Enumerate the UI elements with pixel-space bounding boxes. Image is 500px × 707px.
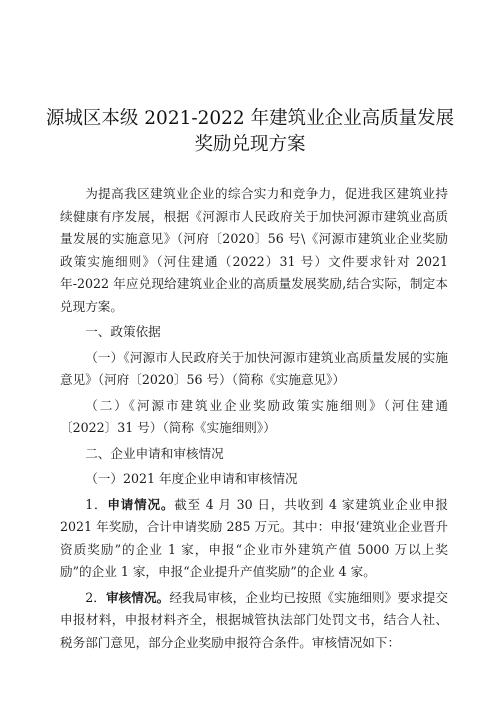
paragraph-number: 1． [85, 496, 108, 512]
policy-item-1: （一）《河源市人民政府关于加快河源市建筑业高质量发展的实施意见》（河府〔2020〕56 号）（简称《实施意见》） [60, 349, 448, 387]
document-title-line-2: 奖励兑现方案 [194, 134, 306, 155]
application-paragraph [60, 494, 448, 584]
review-heading: 审核情况。 [105, 589, 170, 605]
review-text: 经我局审核，企业均已按照《实施细则》要求提交申报材料，申报材料齐全，根据城管执法部门处罚文书，结合人社、税务部门意见，部分企业奖励申报符合条件。审核情况如下： [60, 589, 449, 650]
section-1-heading: 一、政策依据 [85, 324, 161, 339]
document-body [60, 183, 448, 654]
policy-item-2: （二）《河源市建筑业企业奖励政策实施细则》（河住建通〔2022〕31 号）（简称《实施细则》） [60, 397, 448, 435]
intro-paragraph: 为提高我区建筑业企业的综合实力和竞争力，促进我区建筑业持续健康有序发展，根据《河源市人民政府关于加快河源市建筑业高质量发展的实施意见》（河府〔2020〕56 号\《河源市建筑业企业奖励政策实施细则》（河住建通（2022）31 号）文件要求针对 2021 年-2022 年应兑现给建筑业企业的高质量发展奖励,结合实际，制定本兑现方案。 [60, 186, 448, 314]
paragraph-number: 2． [85, 589, 106, 605]
review-paragraph [60, 587, 448, 655]
document-title-line-1: 源城区本级 2021-2022 年建筑业企业高质量发展 [45, 108, 455, 129]
section-2-heading: 二、企业申请和审核情况 [85, 445, 224, 461]
subsection-2-1-heading: （一）2021 年度企业申请和审核情况 [85, 471, 298, 486]
application-heading: 申请情况。 [107, 496, 175, 512]
application-text: 截至 4 月 30 日，共收到 4 家建筑业企业申报 2021 年奖励，合计申请奖励 285 万元。其中：申报‘建筑业企业晋升资质奖励”的企业 1 家，申报“企业市外建筑产值 5000 万以上奖励”的企业 1 家，申报“企业提升产值奖励”的企业 4 家。 [60, 496, 448, 579]
